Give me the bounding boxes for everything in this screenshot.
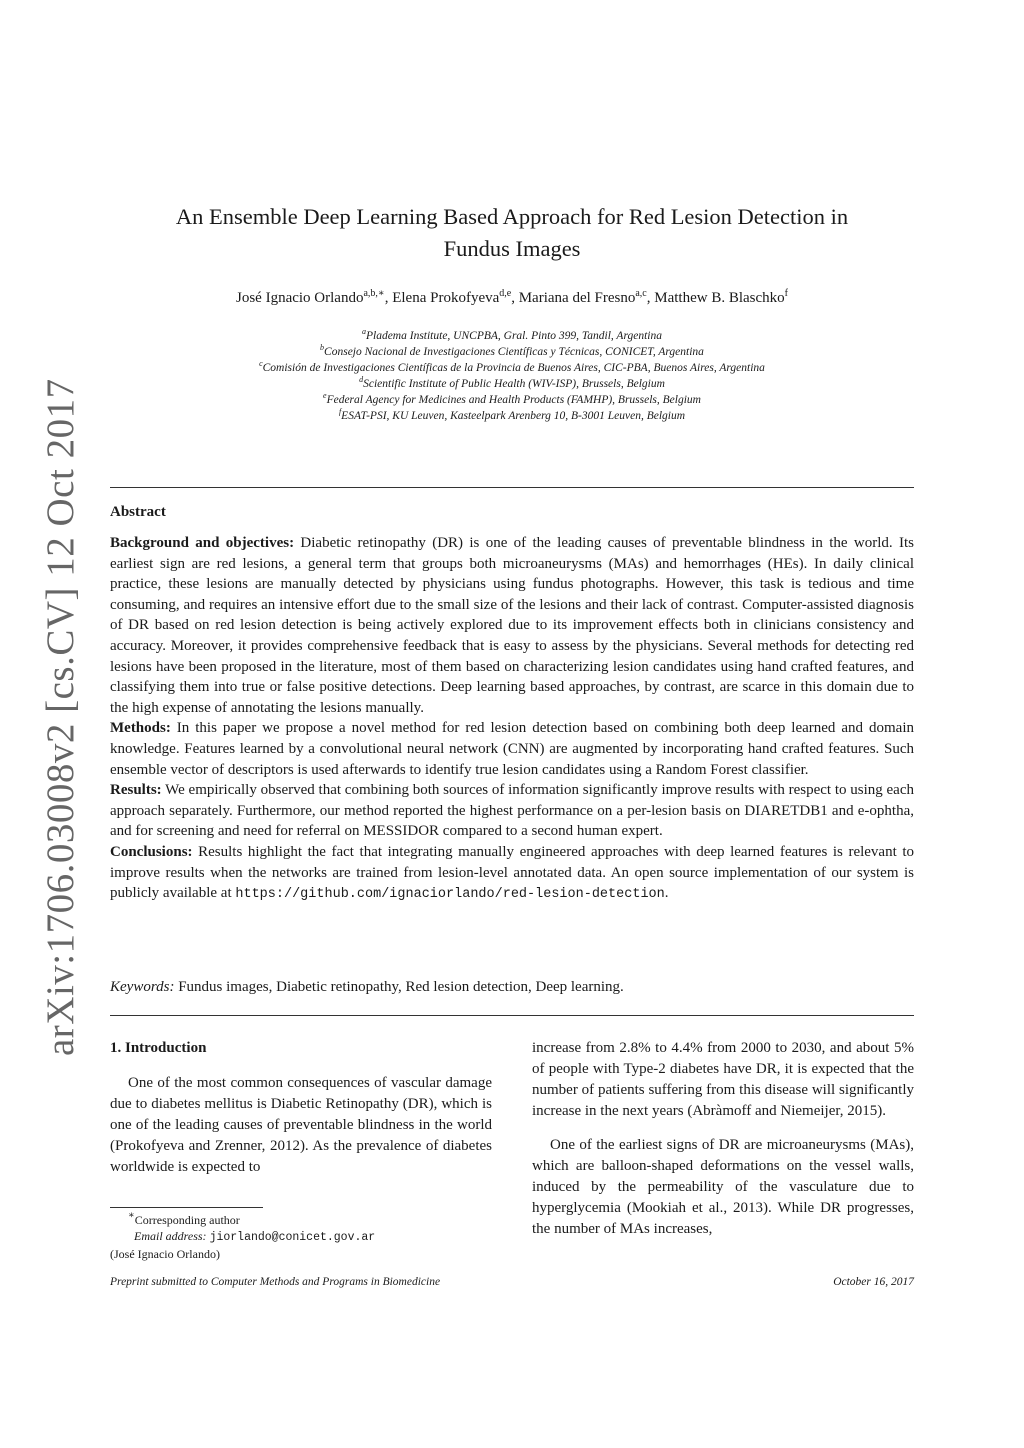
right-column [532, 1038, 914, 1240]
author-separator: , [384, 290, 393, 306]
abstract-conclusions [110, 842, 914, 906]
affiliation [110, 376, 914, 392]
affiliation-text: Consejo Nacional de Investigaciones Científicas y Técnicas, CONICET, Argentina [324, 346, 704, 358]
author: Mariana del Fresno [518, 290, 636, 306]
footer-date: October 16, 2017 [833, 1276, 914, 1288]
github-link[interactable]: https://github.com/ignaciorlando/red-lesion-detection [235, 887, 665, 903]
footnote-rule [110, 1207, 263, 1208]
intro-paragraph-2: One of the earliest signs of DR are microaneurysms (MAs), which are balloon-shaped deformations on the vessel walls, induced by the permeability of the vasculature due to hyperglycemia (Mookiah et al., 2013). While DR progresses, the number of MAs increases, [532, 1137, 914, 1237]
author-separator: , [511, 290, 519, 306]
title-line-2: Fundus Images [443, 236, 581, 261]
affiliation [110, 360, 914, 376]
author-list [110, 290, 914, 307]
keywords-label: Keywords: [110, 979, 175, 995]
affiliation [110, 328, 914, 344]
affiliation-mark: b [320, 343, 325, 352]
arxiv-identifier: arXiv:1706.03008v2 [cs.CV] 12 Oct 2017 [39, 378, 82, 1056]
methods-label: Methods: [110, 720, 171, 737]
footnote-corresponding-text: Corresponding author [134, 1213, 240, 1227]
author-affil-mark: a,c [635, 288, 647, 299]
footnote [110, 1212, 375, 1262]
footnote-email-name: (José Ignacio Orlando) [110, 1247, 220, 1261]
conclusions-tail: . [664, 885, 669, 902]
paper-title [110, 201, 914, 265]
author: José Ignacio Orlando [236, 290, 364, 306]
affiliation-mark: e [323, 391, 327, 400]
intro-paragraph-1-continued: increase from 2.8% to 4.4% from 2000 to 2030, and about 5% of people with Type-2 diabetes have DR, it is expected that the number of patients suffering from this disease will significantly increase in the next years (Abràmoff and Niemeijer, 2015). [532, 1040, 914, 1119]
footer-journal: Preprint submitted to Computer Methods and Programs in Biomedicine [110, 1276, 441, 1288]
affiliation-text: Pladema Institute, UNCPBA, Gral. Pinto 399, Tandil, Argentina [365, 330, 663, 342]
email-label: Email address: [134, 1229, 207, 1243]
affiliation [110, 392, 914, 408]
title-line-1: An Ensemble Deep Learning Based Approach for Red Lesion Detection in [175, 204, 849, 229]
results-label: Results: [110, 782, 162, 799]
left-column [110, 1038, 492, 1178]
abstract-results [110, 780, 914, 842]
abstract-background [110, 533, 914, 718]
background-label: Background and objectives: [110, 535, 295, 551]
email-address[interactable]: jiorlando@conicet.gov.ar [209, 1231, 376, 1244]
affiliation-list [110, 328, 914, 424]
abstract-methods [110, 718, 914, 780]
author-separator: , [646, 290, 655, 306]
conclusions-label: Conclusions: [110, 843, 193, 860]
abstract-heading: Abstract [110, 504, 166, 520]
keywords-text: Fundus images, Diabetic retinopathy, Red lesion detection, Deep learning. [174, 979, 624, 995]
abstract-body [110, 533, 914, 906]
author-affil-mark: a,b,∗ [363, 288, 385, 299]
section-heading-introduction: 1. Introduction [110, 1040, 207, 1056]
affiliation-text: Scientific Institute of Public Health (WIV-ISP), Brussels, Belgium [363, 378, 665, 390]
author-affil-mark: f [784, 288, 788, 299]
methods-text: In this paper we propose a novel method for red lesion detection based on combining both deep learned and domain knowledge. Features learned by a convolutional neural network (CNN) are augmented by incorporating hand crafted features. Such ensemble vector of descriptors is used afterwards to identify true lesion candidates using a Random Forest classifier. [110, 720, 914, 778]
affiliation-mark: c [259, 359, 263, 368]
affiliation-text: Federal Agency for Medicines and Health Products (FAMHP), Brussels, Belgium [326, 394, 701, 406]
affiliation-text: ESAT-PSI, KU Leuven, Kasteelpark Arenberg 10, B-3001 Leuven, Belgium [341, 410, 686, 422]
footnote-corresponding [110, 1212, 375, 1228]
abstract-top-rule [110, 487, 914, 488]
results-text: We empirically observed that combining both sources of information significantly improve results with respect to using each approach separately. Furthermore, our method reported the highest performance on a per-lesion basis on DIARETDB1 and e-ophtha, and for screening and need for referral on MESSIDOR compared to a second human expert. [110, 782, 914, 840]
affiliation-mark: f [338, 407, 342, 416]
affiliation-mark: d [359, 375, 364, 384]
footnote-mark: ∗ [128, 1210, 135, 1221]
author-affil-mark: d,e [499, 288, 512, 299]
background-text: Diabetic retinopathy (DR) is one of the leading causes of preventable blindness in the world. Its earliest sign are red lesions, a general term that groups both microaneurysms (MAs) and hemorrhages (HEs). In daily clinical practice, these lesions are manually detected by physicians using fundus photographs. However, this task is tedious and time consuming, and requires an intensive effort due to the small size of the lesions and their lack of contrast. Computer-assisted diagnosis of DR based on red lesion detection is being actively explored due to its improvement effects both in clinicians consistency and accuracy. Moreover, it provides comprehensive feedback that is easy to assess by the physicians. Several methods for detecting red lesions have been proposed in the literature, most of them based on characterizing lesion candidates using hand crafted features, and classifying them into true or false positive detections. Deep learning based approaches, by contrast, are scarce in this domain due to the high expense of annotating the lesions manually. [110, 535, 914, 716]
affiliation-text: Comisión de Investigaciones Científicas de la Provincia de Buenos Aires, CIC-PBA, Buenos Aires, Argentina [262, 362, 765, 374]
intro-paragraph-1: One of the most common consequences of vascular damage due to diabetes mellitus is Diabetic Retinopathy (DR), which is one of the leading causes of preventable blindness in the world (Prokofyeva and Zrenner, 2012). As the prevalence of diabetes worldwide is expected to [110, 1075, 492, 1175]
author: Elena Prokofyeva [392, 290, 500, 306]
conclusions-text: Results highlight the fact that integrating manually engineered approaches with deep learned features is relevant to improve results when the networks are trained from lesion-level annotated data. An open source implementation of our system is publicly available at [110, 843, 914, 902]
keywords [110, 979, 914, 996]
affiliation-mark: a [361, 327, 366, 336]
affiliation [110, 344, 914, 360]
author: Matthew B. Blaschko [654, 290, 785, 306]
affiliation [110, 408, 914, 424]
abstract-bottom-rule [110, 1015, 914, 1016]
footnote-email-line [110, 1228, 375, 1246]
